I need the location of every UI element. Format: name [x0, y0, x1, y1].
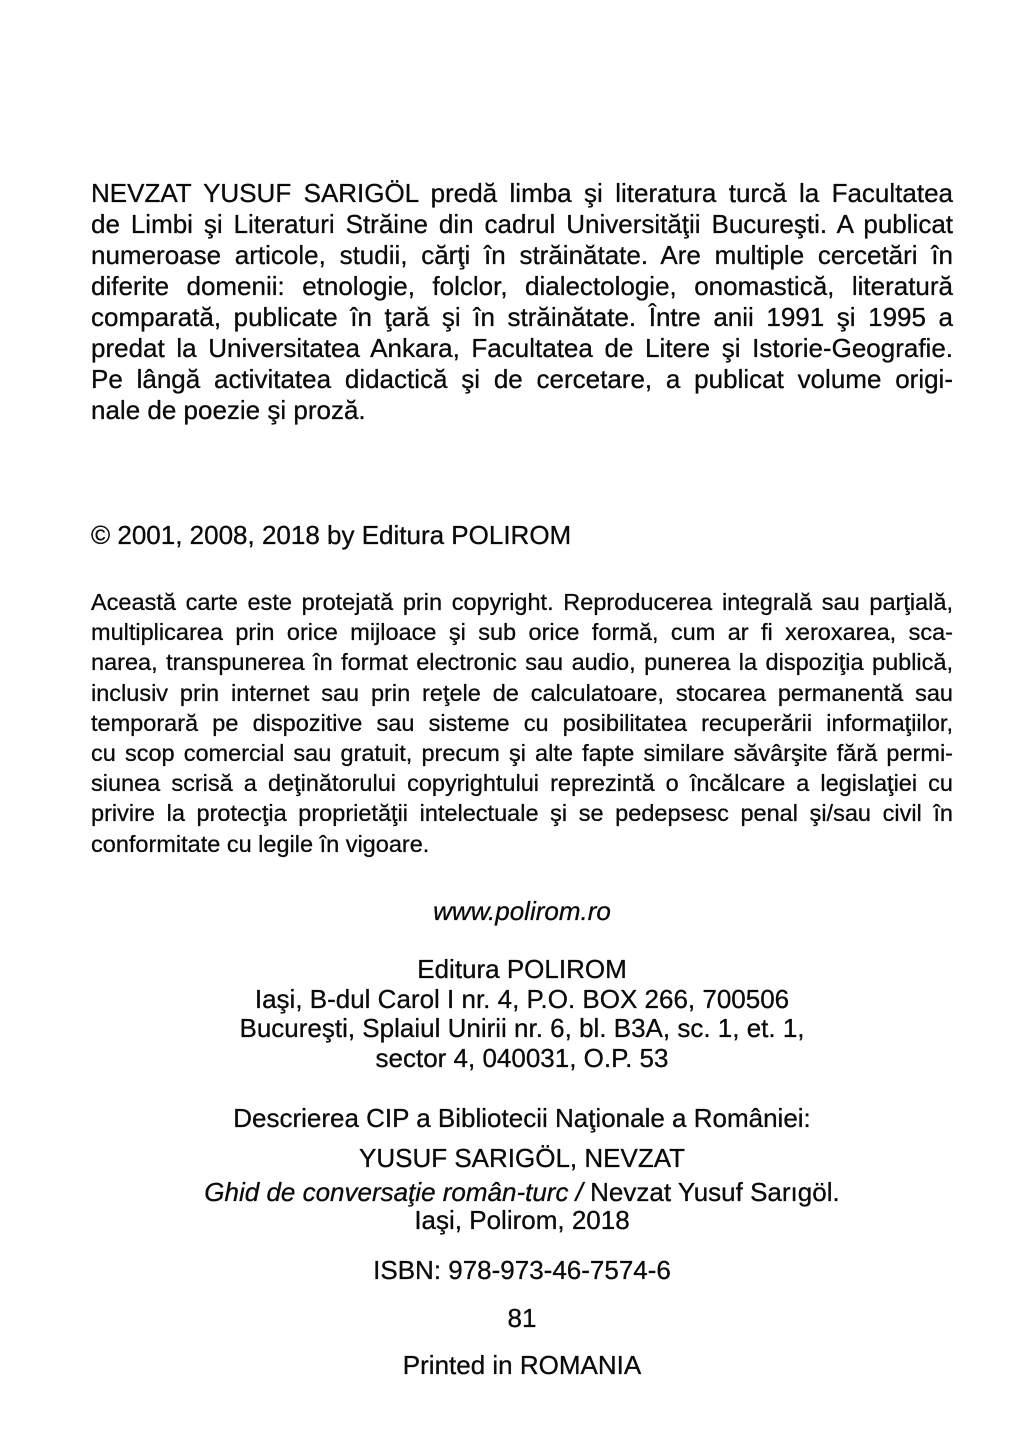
- publisher-address-line: Iaşi, B-dul Carol I nr. 4, P.O. BOX 266, 700506: [254, 983, 790, 1014]
- isbn-line: ISBN: 978-973-46-7574-6: [373, 1255, 671, 1285]
- bio-line: numeroase articole, studii, cărţi în străinătate. Are multiple cercetări în: [91, 240, 953, 270]
- cip-publication-line: Iaşi, Polirom, 2018: [414, 1205, 630, 1235]
- legal-line: Această carte este protejată prin copyright. Reproducerea integrală sau parţială,: [91, 589, 953, 615]
- legal-line: cu scop comercial sau gratuit, precum şi alte fapte similare săvârşite fără permi-: [91, 740, 953, 767]
- publisher-address-block: [91, 955, 953, 1073]
- bio-line: nale de poezie şi proză.: [91, 395, 366, 425]
- bio-line: Pe lângă activitatea didactică şi de cercetare, a publicat volume origi-: [91, 364, 953, 394]
- copyright-notice: © 2001, 2008, 2018 by Editura POLIROM: [91, 520, 572, 550]
- bio-line: predat la Universitatea Ankara, Facultatea de Litere şi Istorie-Geografie.: [91, 333, 953, 363]
- legal-notice-paragraph: [91, 587, 953, 859]
- legal-line: temporară pe dispozitive sau sisteme cu posibilitatea recuperării informaţiilor,: [91, 709, 953, 736]
- bio-line: comparată, publicate în ţară şi în străinătate. Între anii 1991 şi 1995 a: [91, 302, 953, 332]
- printed-in-line: Printed in ROMANIA: [402, 1350, 642, 1380]
- legal-line: narea, transpunerea în format electronic sau audio, punerea la dispoziţia publică,: [91, 649, 953, 676]
- author-bio-paragraph: [91, 178, 953, 426]
- cip-title-italic: Ghid de conversaţie român-turc /: [204, 1177, 583, 1207]
- udc-code: 81: [507, 1303, 537, 1333]
- bio-line: NEVZAT YUSUF SARIGÖL predă limba şi literatura turcă la Facultatea: [91, 178, 953, 208]
- cip-author: YUSUF SARIGÖL, NEVZAT: [358, 1143, 685, 1173]
- legal-line: privire la protecţia proprietăţii intelectuale şi se pedepsesc penal şi/sau civil în: [91, 800, 953, 827]
- bio-line: de Limbi şi Literaturi Străine din cadrul Universităţii Bucureşti. A publicat: [91, 209, 953, 239]
- publisher-address-line: sector 4, 040031, O.P. 53: [375, 1042, 669, 1073]
- legal-line: inclusiv prin internet sau prin reţele de calculatoare, stocarea permanentă sau: [91, 679, 953, 706]
- publisher-website: www.polirom.ro: [433, 896, 611, 926]
- publisher-name: Editura POLIROM: [417, 954, 627, 984]
- bio-line: diferite domenii: etnologie, folclor, dialectologie, onomastică, literatură: [91, 271, 953, 301]
- legal-line: siunea scrisă a deţinătorului copyrightului reprezintă o încălcare a legislaţiei cu: [91, 770, 953, 797]
- publisher-address-line: Bucureşti, Splaiul Unirii nr. 6, bl. B3A, sc. 1, et. 1,: [239, 1013, 805, 1044]
- legal-line: multiplicarea prin orice mijloace şi sub orice formă, cum ar fi xeroxarea, sca-: [91, 619, 953, 646]
- cip-heading: Descrierea CIP a Bibliotecii Naţionale a României:: [233, 1103, 811, 1133]
- cip-title-author: Nevzat Yusuf Sarıgöl.: [582, 1177, 840, 1207]
- legal-line: conformitate cu legile în vigoare.: [91, 830, 430, 857]
- cip-title-line: [91, 1177, 953, 1207]
